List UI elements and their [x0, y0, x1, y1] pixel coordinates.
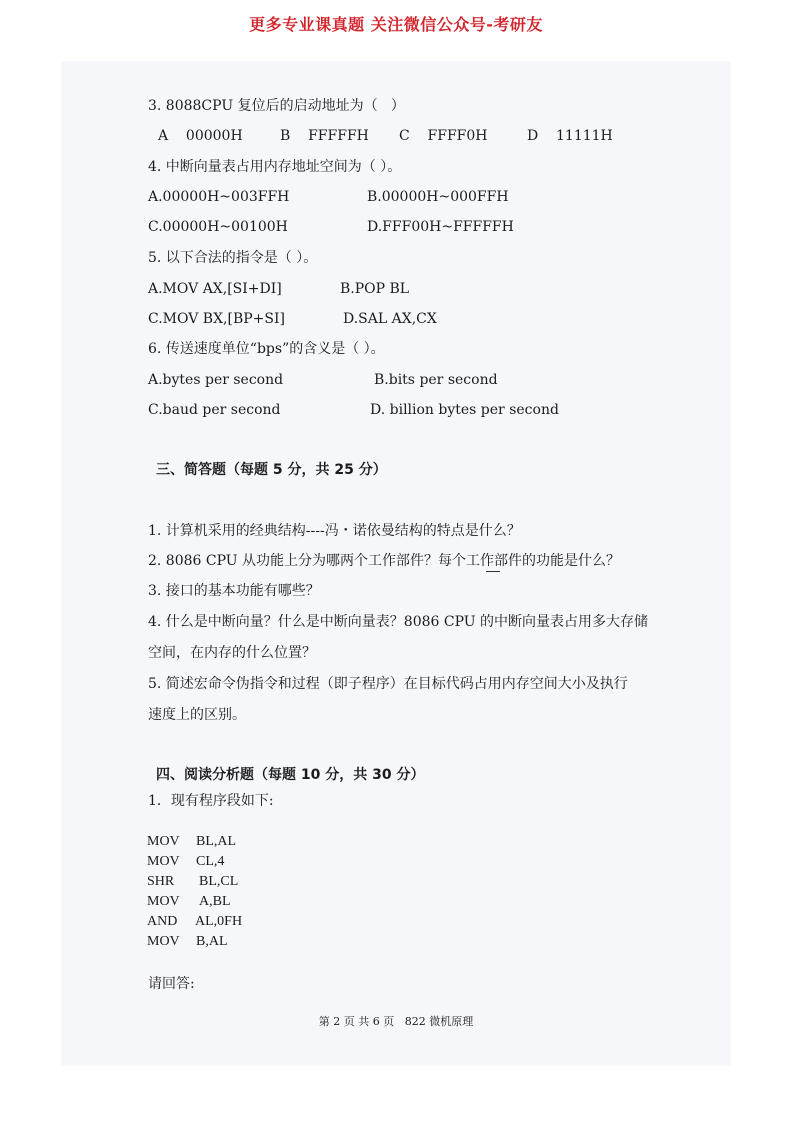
section3-item-5-line2: 速度上的区别。 — [148, 707, 246, 723]
q3-option-b: B FFFFFH — [280, 128, 369, 144]
code-args: B,AL — [196, 934, 228, 949]
q3-option-d: D 11111H — [527, 128, 613, 144]
promo-banner: 更多专业课真题 关注微信公众号-考研友 — [249, 15, 543, 34]
code-args: A,BL — [199, 894, 231, 909]
code-args: BL,CL — [199, 874, 239, 889]
section3-item-2: 2. 8086 CPU 从功能上分为哪两个工作部件？每个工作部件的功能是什么？ — [148, 553, 621, 569]
q4-option-b: B.00000H~000FFH — [367, 189, 509, 205]
section4-q1-stem: 1．现有程序段如下: — [148, 793, 274, 809]
q6-option-a: A.bytes per second — [148, 372, 284, 388]
q6-option-c: C.baud per second — [148, 402, 281, 418]
code-op: MOV — [147, 854, 180, 869]
q4-option-d: D.FFF00H~FFFFFH — [367, 219, 514, 235]
q4-option-a: A.00000H~003FFH — [148, 189, 290, 205]
q3-option-c: C FFFF0H — [399, 128, 488, 144]
section4-heading: 四、阅读分析题（每题 10 分，共 30 分） — [156, 767, 425, 783]
code-op: MOV — [147, 834, 180, 849]
q5-option-d: D.SAL AX,CX — [343, 311, 437, 327]
pen-underline-mark — [486, 571, 500, 572]
q5-option-c: C.MOV BX,[BP+SI] — [148, 311, 285, 327]
answer-prompt: 请回答: — [148, 976, 195, 992]
code-args: CL,4 — [196, 854, 225, 869]
q3-option-a: A 00000H — [158, 128, 243, 144]
page-footer: 第 2 页 共 6 页 822 微机原理 — [318, 1015, 474, 1028]
q6-stem: 6. 传送速度单位“bps”的含义是（ ）。 — [148, 341, 385, 357]
section3-item-1: 1. 计算机采用的经典结构----冯・诺依曼结构的特点是什么？ — [148, 523, 521, 539]
q4-option-c: C.00000H~00100H — [148, 219, 288, 235]
q5-option-a: A.MOV AX,[SI+DI] — [148, 281, 282, 297]
code-op: AND — [147, 914, 178, 929]
q3-stem: 3. 8088CPU 复位后的启动地址为（ ） — [148, 98, 405, 114]
q5-option-b: B.POP BL — [340, 281, 410, 297]
q4-stem: 4. 中断向量表占用内存地址空间为（ ）。 — [148, 159, 402, 175]
code-op: MOV — [147, 894, 180, 909]
section3-item-3: 3. 接口的基本功能有哪些？ — [148, 583, 320, 599]
code-args: AL,0FH — [195, 914, 243, 929]
code-args: BL,AL — [196, 834, 237, 849]
code-op: SHR — [147, 874, 175, 889]
q6-option-b: B.bits per second — [374, 372, 498, 388]
section3-item-5-line1: 5. 简述宏命令伪指令和过程（即子程序）在目标代码占用内存空间大小及执行 — [148, 676, 628, 692]
q5-stem: 5. 以下合法的指令是（ ）。 — [148, 250, 318, 266]
section3-item-4-line1: 4. 什么是中断向量？什么是中断向量表？8086 CPU 的中断向量表占用多大存储 — [148, 614, 649, 630]
section3-item-4-line2: 空间，在内存的什么位置？ — [148, 645, 316, 661]
section3-heading: 三、简答题（每题 5 分，共 25 分） — [156, 462, 387, 478]
q6-option-d: D. billion bytes per second — [370, 402, 559, 418]
code-op: MOV — [147, 934, 180, 949]
